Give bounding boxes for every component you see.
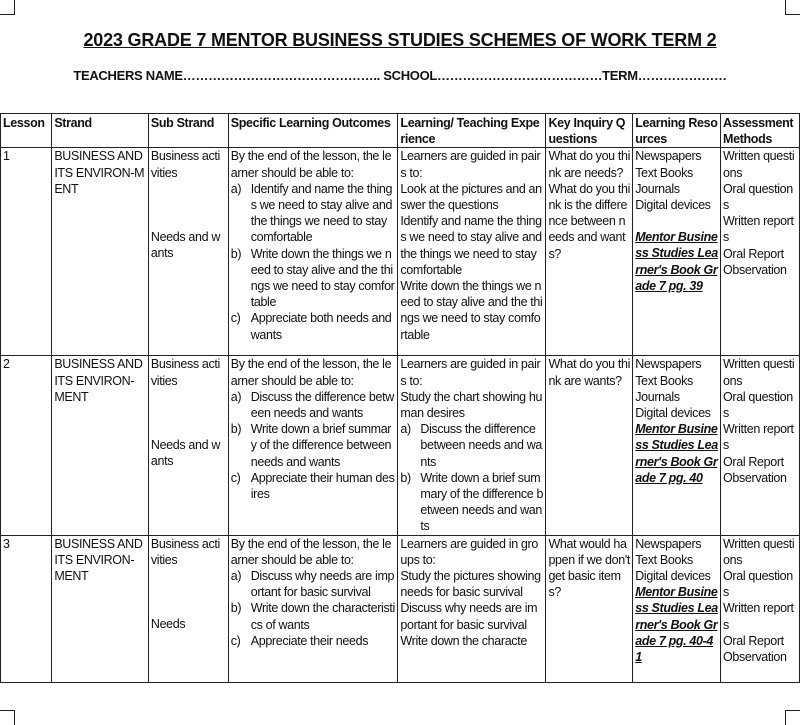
experience-intro: Learners are guided in groups to: [400,536,538,567]
list-item: a) Discuss the difference between needs and wants [230,389,394,421]
list-item: Study the pictures showing needs for basic survival [400,569,541,600]
header-outcomes: Specific Learning Outcomes [228,114,398,148]
list-item: b) Write down a brief summary of the difference between needs and wants [400,470,544,534]
lesson-number: 1 [1,148,52,356]
inquiry-question: What do you think are wants? [548,357,631,388]
list-item: c) Appreciate their human desires [230,470,395,502]
questions-cell [546,148,633,356]
textbook-reference: Mentor Business Studies Learner's Book Grade 7 pg. 40 [635,422,718,485]
strand-cell: BUSINESS AND ITS ENVIRON-MENT [52,148,149,356]
corner-mark-bottom-left [0,710,15,725]
lesson-number: 2 [1,356,52,535]
assessment-item: Written questions [723,357,795,388]
assessment-item: Written reports [723,422,794,453]
assessment-item: Oral Report [723,633,784,648]
assessment-cell [721,148,800,356]
list-item: b) Write down the characteristics of wants [230,601,395,632]
list-item: Identify and name the things we need to stay alive and the things we need to stay comfortable [400,214,542,277]
resource-item: Digital devices [635,569,711,584]
outcomes-cell [228,356,398,535]
assessment-item: Written reports [723,214,794,245]
header-questions: Key Inquiry Questions [546,114,633,148]
resources-cell [633,148,721,356]
sub-strand-secondary: Needs and wants [150,229,221,261]
assessment-item: Observation [723,470,787,485]
experience-cell [398,148,546,356]
outcomes-cell [228,535,398,682]
list-item: a) Discuss the difference between needs and wants [400,422,542,469]
questions-cell [546,535,633,682]
resources-cell [633,356,721,535]
experience-intro: Learners are guided in pairs to: [400,357,541,388]
outcomes-cell [228,148,398,356]
inquiry-question: What do you think are needs? [548,149,631,180]
assessment-item: Observation [723,650,787,665]
resource-item: Text Books [635,552,693,567]
header-resources: Learning Resources [633,114,721,148]
list-item: Study the chart showing human desires [400,389,543,421]
list-item: Write down the things we need to stay alive and the things we need to stay comfortable [400,279,543,342]
schemes-of-work-table [0,113,800,683]
assessment-item: Written questions [723,536,795,567]
strand-cell: BUSINESS AND ITS ENVIRON- MENT [52,535,149,682]
list-item: Look at the pictures and answer the questions [400,181,542,213]
sub-strand-cell [148,148,228,356]
header-strand: Strand [52,114,149,148]
sub-strand-cell [148,535,228,682]
list-item: a) Identify and name the things we need to stay alive and the things we need to stay comfortable [230,181,393,245]
corner-mark-bottom-right [785,710,800,725]
table-row [1,148,800,356]
questions-cell [546,356,633,535]
sub-strand-primary: Business activities [150,357,220,388]
sub-strand-primary: Business activities [150,149,220,180]
header-experience: Learning/ Teaching Experience [398,114,546,148]
table-row [1,356,800,535]
sub-strand-secondary: Needs and wants [150,437,221,469]
assessment-item: Oral Report [723,246,784,261]
list-item: c) Appreciate their needs [230,633,369,648]
assessment-item: Oral Report [723,454,784,469]
experience-intro: Learners are guided in pairs to: [400,149,541,180]
sub-strand-secondary: Needs [150,617,186,632]
assessment-item: Oral questions [723,569,793,600]
resource-item: Newspapers [635,357,702,372]
textbook-reference: Mentor Business Studies Learner's Book Grade 7 pg. 40-41 [635,585,718,665]
inquiry-question: What would happen if we don't get basic items? [548,536,631,600]
assessment-item: Oral questions [723,181,793,213]
assessment-item: Written questions [723,149,795,180]
teacher-school-term-line: TEACHERS NAME……………………………………….. SCHOOL…………………………………TERM………………… [73,68,727,83]
textbook-reference: Mentor Business Studies Learner's Book Grade 7 pg. 39 [635,230,718,293]
assessment-cell [721,356,800,535]
resource-item: Journals [635,181,680,196]
corner-mark-top-left [0,0,15,15]
assessment-item: Observation [723,262,787,277]
header-row [1,114,800,148]
header-assessment: Assessment Methods [721,114,800,148]
list-item: Discuss why needs are important for basic survival [400,601,538,632]
resource-item: Text Books [635,373,693,388]
table-row [1,535,800,682]
sub-strand-cell [148,356,228,535]
outcome-intro: By the end of the lesson, the learner should be able to: [230,536,392,567]
strand-cell: BUSINESS AND ITS ENVIRON- MENT [52,356,149,535]
resource-item: Newspapers [635,536,702,551]
outcome-intro: By the end of the lesson, the learner should be able to: [230,357,392,388]
resource-item: Digital devices [635,198,711,213]
sub-strand-primary: Business activities [150,536,220,567]
lesson-number: 3 [1,535,52,682]
experience-cell [398,356,546,535]
document-title: 2023 GRADE 7 MENTOR BUSINESS STUDIES SCHEMES OF WORK TERM 2 [83,30,717,50]
assessment-item: Oral questions [723,389,793,421]
list-item: Write down the characte [400,633,527,648]
inquiry-question: What do you think is the difference between needs and wants? [548,181,631,261]
resource-item: Text Books [635,165,693,180]
assessment-cell [721,535,800,682]
list-item: b) Write down the things we need to stay alive and the things we need to stay comfortable [230,246,395,310]
corner-mark-top-right [785,0,800,15]
experience-cell [398,535,546,682]
list-item: b) Write down a brief summary of the difference between needs and wants [230,422,392,469]
outcome-intro: By the end of the lesson, the learner should be able to: [230,149,392,180]
list-item: c) Appreciate both needs and wants [230,311,392,342]
resource-item: Newspapers [635,149,702,164]
resource-item: Journals [635,389,680,404]
header-lesson: Lesson [1,114,52,148]
resource-item: Digital devices [635,406,711,421]
list-item: a) Discuss why needs are important for basic survival [230,569,395,600]
resources-cell [633,535,721,682]
assessment-item: Written reports [723,601,794,632]
header-sub-strand: Sub Strand [148,114,228,148]
